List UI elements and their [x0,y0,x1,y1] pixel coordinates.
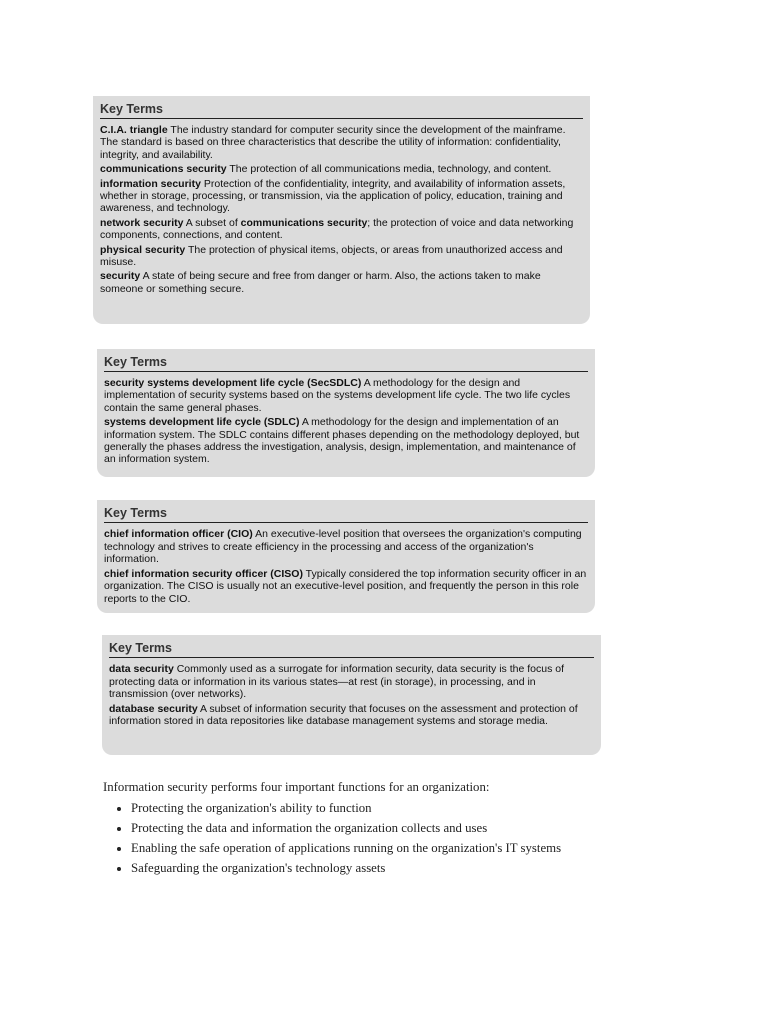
term-entry [100,217,583,242]
inline-term: communications security [240,216,368,229]
term-name: physical security [100,243,186,256]
term-entry [109,703,594,728]
term-definition: Typically considered the top information security officer in an organization. The CISO is usually not an executive-level position, and frequently the person in this role reports to the CIO. [104,567,587,605]
key-terms-title: Key Terms [104,355,588,372]
term-name: systems development life cycle (SDLC) [104,416,300,429]
key-terms-box-2 [97,349,595,477]
term-definition: A methodology for the design and implementation of security systems based on the systems development life cycle. The two life cycles contain the same general phases. [104,377,571,414]
term-entry [100,163,583,175]
term-definition: A state of being secure and free from danger or harm. Also, the actions taken to make someone or something secure. [100,270,541,295]
term-entry [104,377,588,414]
body-intro: Information security performs four important functions for an organization: [103,780,490,794]
key-terms-title: Key Terms [109,641,594,658]
term-name: data security [109,663,174,675]
term-name: C.I.A. triangle [100,124,168,136]
term-name: security systems development life cycle (SecSDLC) [104,377,362,389]
list-item: • Protecting the data and information the organization collects and uses [131,821,623,836]
term-entry [100,244,583,269]
body-section [103,780,623,881]
list-item: • Protecting the organization's ability to function [131,801,623,816]
term-entry [104,568,588,606]
key-terms-title: Key Terms [100,102,583,119]
term-definition: The protection of physical items, objects, or areas from unauthorized access and misuse. [100,243,563,269]
term-entry [100,270,583,295]
term-name: information security [100,177,201,190]
term-definition: The industry standard for computer security since the development of the mainframe. The standard is based on three characteristics that describe the utility of information: confidentiality, integrity, and availability. [100,124,566,161]
term-name: security [100,270,141,283]
term-definition: Protection of the confidentiality, integrity, and availability of information assets, whether in storage, processing, or transmission, via the application of policy, education, training and awareness, and technology. [100,177,566,215]
term-entry [104,416,588,466]
term-definition: A subset of information security that focuses on the assessment and protection of information stored in data repositories like database management systems and storage media. [109,702,578,728]
term-name: communications security [100,163,227,176]
list-item: • Safeguarding the organization's technology assets [131,861,623,876]
key-terms-box-1 [93,96,590,324]
key-terms-box-3 [97,500,595,613]
term-entry [100,178,583,215]
term-definition: ; the protection of voice and data networking components, connections, and content. [100,216,574,242]
term-definition-pre: A subset of [183,216,241,229]
term-entry [100,124,583,161]
term-entry [104,528,588,566]
term-entry [109,663,594,701]
term-definition: Commonly used as a surrogate for information security, data security is the focus of protecting data or information in its various states—at rest (in storage), in processing, and in transmission (over networks). [109,663,565,701]
function-list [103,801,623,876]
list-item: • Enabling the safe operation of applications running on the organization's IT systems [131,841,623,856]
key-terms-box-4 [102,635,601,755]
term-name: chief information security officer (CISO) [104,567,303,580]
key-terms-title: Key Terms [104,506,588,523]
term-name: database security [109,702,198,715]
term-definition: The protection of all communications media, technology, and content. [226,163,552,176]
term-definition: A methodology for the design and implementation of an information system. The SDLC contains different phases depending on the methodology deployed, but generally the phases address the investigation, analysis, design, implementation, and maintenance of an information system. [104,416,580,466]
term-definition: An executive-level position that oversees the organization's computing technology and strives to create efficiency in the processing and access of the organization's information. [104,528,582,566]
term-name: network security [100,216,184,229]
term-name: chief information officer (CIO) [104,528,253,540]
